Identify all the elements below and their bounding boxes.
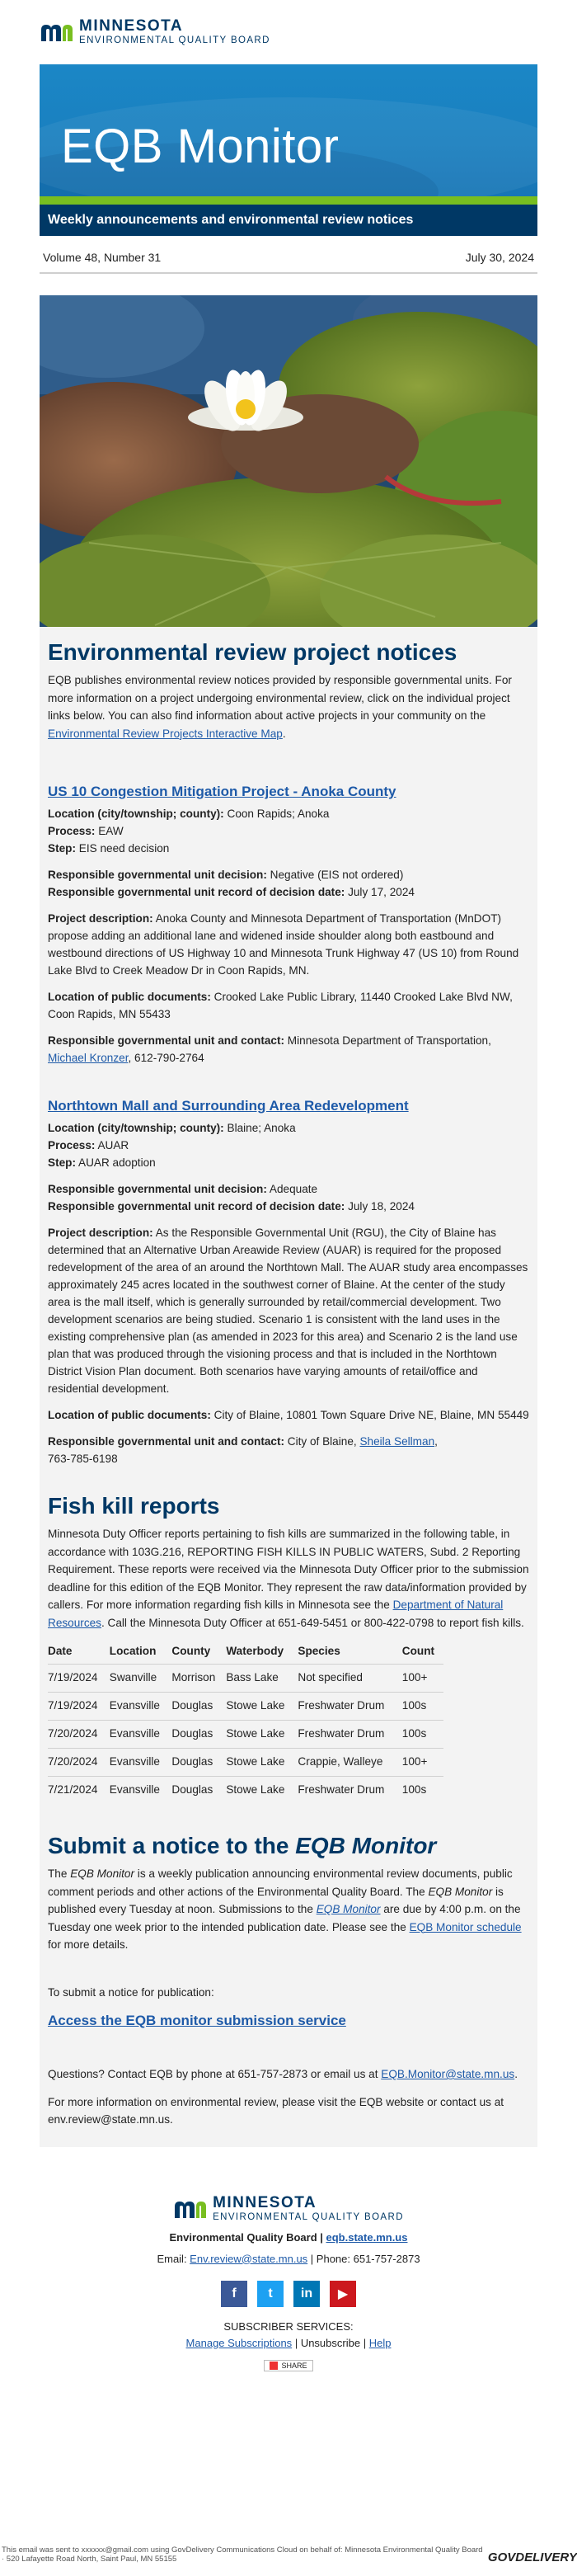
footer-logo[interactable]: MINNESOTA ENVIRONMENTAL QUALITY BOARD — [40, 2195, 537, 2223]
env-intro: EQB publishes environmental review notices provided by responsible governmental units. For more information on a project undergoing environmental review, click on the individual project links below. You can also find information about active projects in your community on the Environmental Review Projects Interactive Map. — [48, 674, 512, 740]
eqb-monitor-link[interactable]: EQB Monitor — [316, 1903, 381, 1915]
section-heading-env-review: Environmental review project notices — [48, 639, 457, 665]
table-row: 7/19/2024 Swanville Morrison Bass Lake Not specified 100+ — [48, 1665, 443, 1693]
share-icon — [270, 2362, 278, 2370]
project-step: AUAR adoption — [78, 1156, 156, 1169]
project-process: AUAR — [97, 1139, 129, 1151]
project-notice: Northtown Mall and Surrounding Area Redevelopment Location (city/township; county): Blaine; Anoka Process: AUAR Step: AUAR adoption Responsible governmental unit decision: Adequate Responsible governmental unit record of decision date: July 18, 2024 Project description: As the Responsible Governmental Unit (RGU), the City of Blaine has determined that an Alternative Urban Areawide Review (AUAR) is required for the proposed redevelopment of the area of an around the Northtown Mall. The AUAR study area encompasses approximately 245 acres located in the southwest corner of Blaine. At the center of the study area is the mall itself, which is generally surrounded by retail/commercial development. Two development scenarios are being studied. Scenario 1 is consistent with the land uses in the existing comprehensive plan (as amended in 2023 for this area) and Scenario 2 is the land use plan that was produced through the visioning process and that is included in the Northtown District Vision Plan document. Both scenarios have varying amounts of retail/office and residential development. Location of public documents: City of Blaine, 10801 Town Square Drive NE, Blaine, MN 55449 Responsible governmental unit and contact: City of Blaine, Sheila Sellman, 763-785-6198 — [48, 1098, 529, 1465]
footer — [40, 2147, 537, 2374]
share-button[interactable]: SHARE — [264, 2360, 312, 2371]
to-submit-text: To submit a notice for publication: — [48, 1985, 214, 1999]
logo-line1: MINNESOTA — [79, 17, 184, 35]
youtube-icon[interactable]: ▶ — [330, 2281, 356, 2307]
mn-logo[interactable] — [40, 18, 270, 46]
project-documents: Crooked Lake Public Library, 11440 Crooked Lake Blvd NW, Coon Rapids, MN 55433 — [48, 991, 513, 1020]
facebook-icon[interactable]: f — [221, 2281, 247, 2307]
footer-email-link[interactable]: Env.review@state.mn.us — [190, 2252, 308, 2265]
table-row: 7/20/2024 Evansville Douglas Stowe Lake Freshwater Drum 100s — [48, 1721, 443, 1749]
content-panel — [40, 627, 537, 2147]
project-location: Blaine; Anoka — [227, 1122, 296, 1134]
subscriber-links: Manage Subscriptions | Unsubscribe | Help — [185, 2336, 392, 2349]
project-decision: Negative (EIS not ordered) — [270, 869, 404, 881]
mn-logo-icon — [173, 2198, 206, 2220]
contact-link[interactable]: Sheila Sellman — [359, 1435, 435, 1448]
sent-note: This email was sent to xxxxxx@gmail.com using GovDelivery Communications Cloud on behalf of: Minnesota Environmental Quality Board · 520 Lafayette Road North, Saint Paul, MN 55155 — [2, 2545, 483, 2564]
fish-intro: Minnesota Duty Officer reports pertaining to fish kills are summarized in the following table, in accordance with 103G.216, REPORTING FISH KILLS IN PUBLIC WATERS, Subd. 2 Reporting Requirement. These reports were received via the Minnesota Duty Officer prior to the submission deadline for this edition of the EQB Monitor. They represent the raw data/information provided by callers. For more information regarding fish kills in Minnesota see the Department of Natural Resources. Call the Minnesota Duty Officer at 651-649-5451 or 800-422-0798 to report fish kills. — [48, 1528, 529, 1629]
project-record-date: July 17, 2024 — [348, 886, 415, 898]
table-header-row — [48, 1645, 443, 1665]
table-row: 7/19/2024 Evansville Douglas Stowe Lake Freshwater Drum 100s — [48, 1693, 443, 1721]
project-decision: Adequate — [269, 1183, 318, 1195]
project-location: Coon Rapids; Anoka — [227, 808, 330, 820]
footer-contact: Email: Env.review@state.mn.us | Phone: 651-757-2873 — [157, 2252, 420, 2265]
monitor-email-link[interactable]: EQB.Monitor@state.mn.us — [381, 2068, 515, 2080]
contact-link[interactable]: Michael Kronzer — [48, 1052, 129, 1064]
column-header: Waterbody — [226, 1645, 284, 1657]
table-row: 7/21/2024 Evansville Douglas Stowe Lake Freshwater Drum 100s — [48, 1777, 443, 1805]
project-documents: City of Blaine, 10801 Town Square Drive NE, Blaine, MN 55449 — [213, 1409, 529, 1421]
table-row: 7/20/2024 Evansville Douglas Stowe Lake Crappie, Walleye 100+ — [48, 1749, 443, 1777]
submission-service-link[interactable]: Access the EQB monitor submission service — [48, 2013, 346, 2028]
project-process: EAW — [98, 825, 124, 837]
column-header: Species — [298, 1645, 340, 1657]
accent-bar — [40, 196, 537, 205]
logo-line2: ENVIRONMENTAL QUALITY BOARD — [79, 35, 270, 45]
column-header: County — [171, 1645, 211, 1657]
volume-label: Volume 48, Number 31 — [43, 251, 162, 264]
subscriber-services-label: SUBSCRIBER SERVICES: — [223, 2319, 354, 2333]
monitor-schedule-link[interactable]: EQB Monitor schedule — [409, 1920, 522, 1933]
questions-text: Questions? Contact EQB by phone at 651-757-2873 or email us at EQB.Monitor@state.mn.us. — [48, 2068, 518, 2080]
section-heading-submit: Submit a notice to the EQB Monitor — [48, 1833, 437, 1858]
interactive-map-link[interactable]: Environmental Review Projects Interactive Map — [48, 727, 283, 740]
fish-kill-table — [48, 1645, 443, 1804]
banner — [40, 64, 537, 196]
project-title-link[interactable]: US 10 Congestion Mitigation Project - Anoka County — [48, 784, 396, 799]
linkedin-icon[interactable]: in — [293, 2281, 320, 2307]
dnr-link[interactable]: Department of Natural Resources — [48, 1599, 504, 1629]
govdelivery-logo[interactable]: GOVDELIVERY — [487, 2550, 577, 2564]
help-link[interactable]: Help — [368, 2336, 392, 2349]
footer-disclaimer — [0, 2545, 577, 2564]
twitter-icon[interactable]: t — [257, 2281, 284, 2307]
project-title-link[interactable]: Northtown Mall and Surrounding Area Redevelopment — [48, 1098, 409, 1114]
project-step: EIS need decision — [78, 842, 170, 855]
more-info-text: For more information on environmental review, please visit the EQB website or contact us at env.review@state.mn.us. — [48, 2095, 504, 2126]
project-description: As the Responsible Governmental Unit (RGU), the City of Blaine has determined that an Alternative Urban Areawide Review (AUAR) is required for the proposed redevelopment of the area of an around the Northtown Mall. The AUAR study area encompasses approximately 245 acres located in the southwest corner of Blaine. At the center of the study area is the mall itself, which is generally surrounded by retail/commercial development. Two development scenarios are being studied. Scenario 1 is consistent with the land uses in the existing comprehensive plan (as amended in 2023 for this area) and Scenario 2 is the land use plan that was produced through the visioning process and that is included in the Northtown District Vision Plan document. Both scenarios have varying amounts of retail/office and residential development. — [48, 1227, 528, 1395]
project-description: Anoka County and Minnesota Department of Transportation (MnDOT) propose adding an additional lane and widened inside shoulder along both eastbound and westbound directions of US Highway 10 and Minnesota Trunk Highway 47 (US 10) from Round Lake Blvd to Creek Meadow Dr in Coon Rapids, MN. — [48, 912, 519, 977]
tagline: Weekly announcements and environmental review notices — [40, 205, 537, 236]
submit-description: The EQB Monitor is a weekly publication announcing environmental review documents, public comment periods and other actions of the Environmental Quality Board. The EQB Monitor is published every Tuesday at noon. Submissions to the EQB Monitor are due by 4:00 p.m. on the Tuesday one week prior to the intended publication date. Please see the EQB Monitor schedule for more details. — [48, 1867, 522, 1951]
column-header: Date — [48, 1645, 73, 1657]
social-links — [40, 2281, 537, 2307]
manage-subscriptions-link[interactable]: Manage Subscriptions — [185, 2336, 293, 2349]
project-notice: US 10 Congestion Mitigation Project - Anoka County Location (city/township; county): Coon Rapids; Anoka Process: EAW Step: EIS need decision Responsible governmental unit decision: Negative (EIS not ordered) Responsible governmental unit record of decision date: July 17, 2024 Project description: Anoka County and Minnesota Department of Transportation (MnDOT) propose adding an additional lane and widened inside shoulder along both eastbound and westbound directions of US Highway 10 and Minnesota Trunk Highway 47 (US 10) from Round Lake Blvd to Creek Meadow Dr in Coon Rapids, MN. Location of public documents: Crooked Lake Public Library, 11440 Crooked Lake Blvd NW, Coon Rapids, MN 55433 Responsible governmental unit and contact: Minnesota Department of Transportation, Michael Kronzer, 612-790-2764 — [48, 784, 529, 1067]
issue-meta — [40, 236, 537, 267]
banner-title: EQB Monitor — [61, 120, 340, 173]
header-logo-area — [40, 0, 537, 64]
column-header: Count — [401, 1645, 435, 1657]
issue-date: July 30, 2024 — [465, 251, 534, 264]
eqb-website-link[interactable]: eqb.state.mn.us — [326, 2230, 408, 2244]
water-lily-image — [40, 295, 537, 627]
unsubscribe-link[interactable]: Unsubscribe — [300, 2336, 361, 2349]
hero-image — [40, 295, 537, 627]
mn-logo-icon — [40, 21, 73, 43]
divider — [40, 272, 537, 274]
project-record-date: July 18, 2024 — [348, 1200, 415, 1213]
footer-org: Environmental Quality Board | eqb.state.mn.us — [169, 2230, 408, 2244]
section-heading-fish-kill: Fish kill reports — [48, 1493, 220, 1519]
column-header: Location — [109, 1645, 157, 1657]
